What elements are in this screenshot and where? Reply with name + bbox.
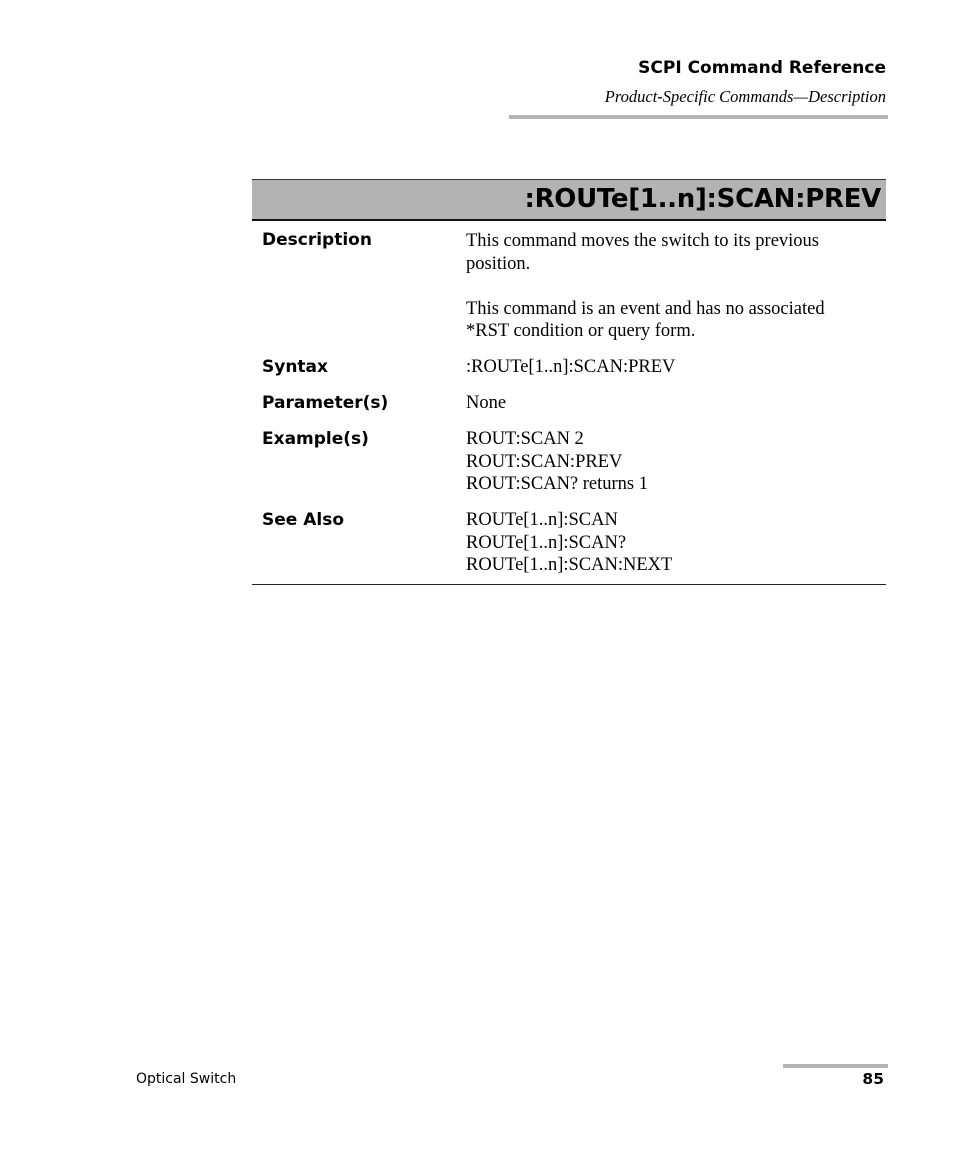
footer-rule [783,1064,888,1068]
running-header-subtitle: Product-Specific Commands—Description [604,87,886,106]
example-line: ROUT:SCAN 2 [466,429,584,449]
see-also-line: ROUTe[1..n]:SCAN:NEXT [466,555,673,575]
running-header-title: SCPI Command Reference [638,58,886,78]
see-also-line: ROUTe[1..n]:SCAN [466,510,618,530]
examples-label: Example(s) [262,429,369,449]
examples-value [466,428,886,496]
header-rule [509,115,888,119]
description-line: position. [466,253,531,274]
parameters-label: Parameter(s) [262,393,389,413]
syntax-label: Syntax [262,357,328,377]
parameters-value [466,392,886,415]
page-number: 85 [862,1070,884,1088]
parameters-line: None [466,393,507,413]
table-bottom-rule [252,584,886,585]
see-also-label: See Also [262,510,345,530]
command-title-bar [252,179,886,221]
syntax-line: :ROUTe[1..n]:SCAN:PREV [466,357,676,377]
description-line: This command moves the switch to its previous [466,231,819,251]
see-also-value [466,509,886,577]
description-line: This command is an event and has no associated [466,298,825,319]
see-also-line: ROUTe[1..n]:SCAN? [466,532,627,553]
example-line: ROUT:SCAN? returns 1 [466,474,649,494]
footer-product-name: Optical Switch [136,1071,237,1087]
example-line: ROUT:SCAN:PREV [466,451,623,472]
description-line: *RST condition or query form. [466,321,696,341]
syntax-value [466,356,886,379]
description-label: Description [262,230,372,250]
description-value [466,230,886,343]
command-title: :ROUTe[1..n]:SCAN:PREV [524,184,881,214]
